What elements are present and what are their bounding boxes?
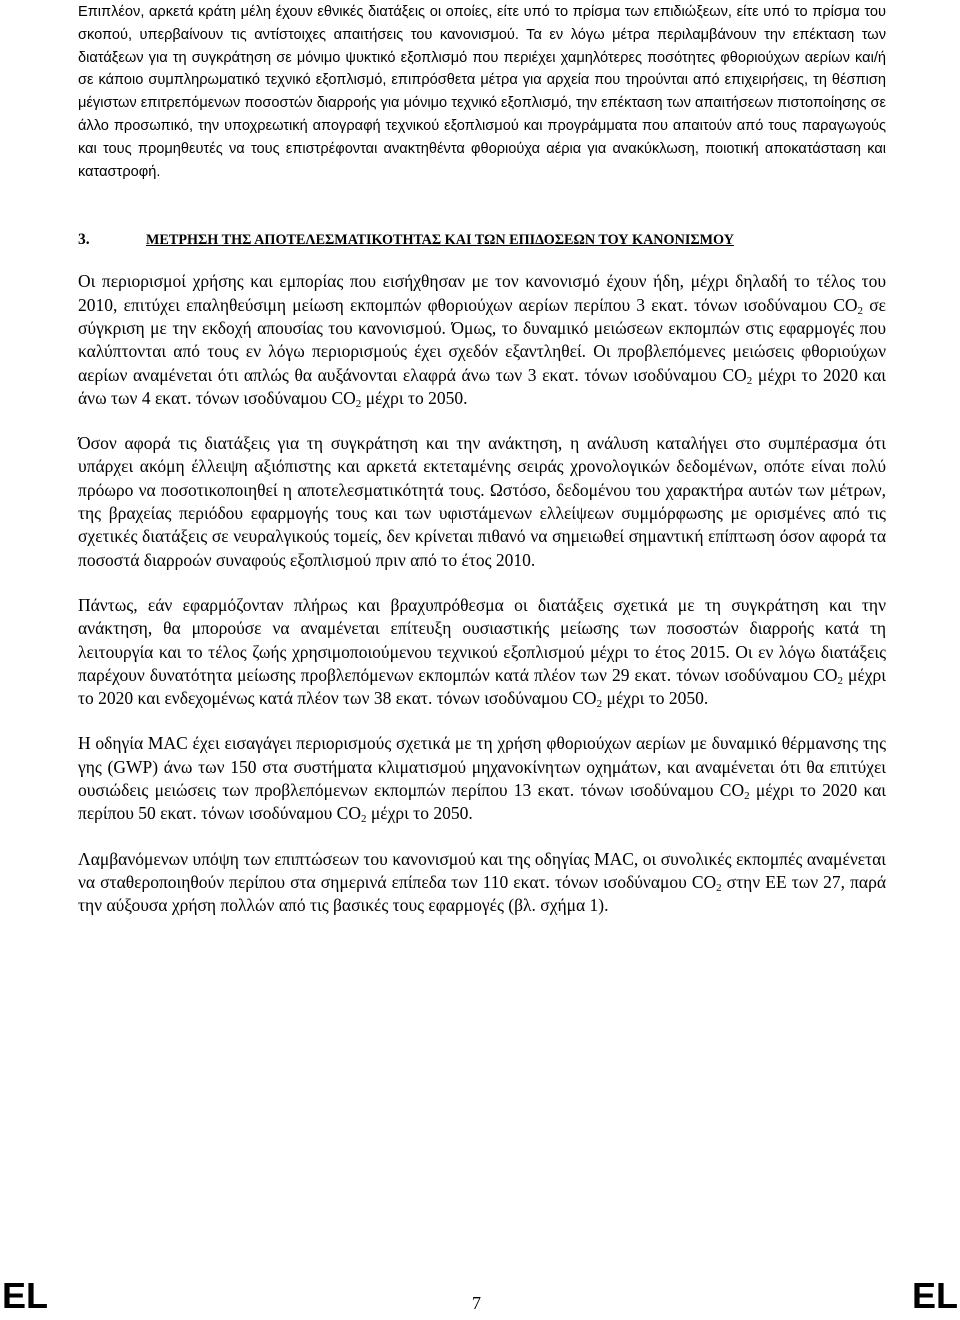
subscript: 2: [744, 790, 750, 803]
subscript: 2: [857, 304, 864, 317]
text-run: Πάντως, εάν εφαρμόζονταν πλήρως και βραχυπρόθεσμα οι διατάξεις σχετικά με τη συγκράτηση και την ανάκτηση, θα μπορούσε να αναμένεται επίτευξη ουσιαστικής μείωσης των ποσοστών διαρροής κατά τη λειτουργία και το τέλος ζωής χρησιμοποιούμενου τεχνικού εξοπλισμού μέχρι το έτος 2015. Οι εν λόγω διατάξεις παρέχουν δυνατότητα μείωσης προβλεπόμενων εκπομπών κατά πλέον των 29 εκατ. τόνων ισοδύναμου CO: [78, 594, 886, 685]
paragraph-mac-directive: [78, 732, 886, 825]
text-run: στην ΕΕ των 27, παρά την αύξουσα χρήση πολλών από τις βασικές τους εφαρμογές (βλ. σχήμα 1).: [78, 871, 886, 916]
document-page: [78, 0, 886, 918]
subscript: 2: [596, 698, 603, 711]
section-title: ΜΕΤΡΗΣΗ ΤΗΣ ΑΠΟΤΕΛΕΣΜΑΤΙΚΟΤΗΤΑΣ ΚΑΙ ΤΩΝ ΕΠΙΔΟΣΕΩΝ ΤΟΥ ΚΑΝΟΝΙΣΜΟΥ: [146, 232, 734, 249]
subscript: 2: [746, 374, 753, 387]
text-run: μέχρι το 2050.: [602, 688, 709, 709]
paragraph-recovery: [78, 594, 886, 710]
text-run: Λαμβανόμενων υπόψη των επιπτώσεων του κανονισμού και της οδηγίας MAC, οι συνολικές εκπομπές αναμένεται να σταθεροποιηθούν περίπου στα σημερινά επίπεδα των 110 εκατ. τόνων ισοδύναμου CO: [78, 848, 886, 892]
text-run: Οι περιορισμοί χρήσης και εμπορίας που εισήχθησαν με τον κανονισμό έχουν ήδη, μέχρι δηλαδή το τέλος του 2010, επιτύχει επαληθεύσιμη μείωση εκπομπών φθοριούχων αερίων περίπου 3 εκατ. τόνων ισοδύναμου CO: [78, 271, 886, 315]
subscript: 2: [360, 813, 367, 826]
text-run: μέχρι το 2020 και περίπου 50 εκατ. τόνων ισοδύναμου CO: [78, 780, 886, 824]
text-run: μέχρι το 2020 και άνω των 4 εκατ. τόνων ισοδύναμου CO: [78, 364, 886, 408]
text-run: μέχρι το 2050.: [366, 803, 473, 824]
text-run: σε σύγκριση με την εκδοχή απουσίας του κανονισμού. Όμως, το δυναμικό μειώσεων εκπομπών στις εφαρμογές που καλύπτονται από τους εν λόγω περιορισμούς έχει σχεδόν εξαντληθεί. Οι προβλεπόμενες μειώσεις φθοριούχων αερίων αναμένεται ότι απλώς θα αυξάνονται ελαφρά άνω των 3 εκατ. τόνων ισοδύναμου CO: [78, 294, 886, 385]
footer-language-left: EL: [2, 1275, 49, 1316]
subscript: 2: [355, 397, 362, 410]
page-number: 7: [472, 1293, 481, 1313]
section-heading: [78, 230, 886, 250]
subscript: 2: [837, 674, 843, 687]
subscript: 2: [716, 881, 722, 894]
paragraph-containment: Όσον αφορά τις διατάξεις για τη συγκράτηση και την ανάκτηση, η ανάλυση καταλήγει στο συμπέρασμα ότι υπάρχει ακόμη έλλειψη αξιόπιστης και αρκετά εκτεταμένης σειράς χρονολογικών δεδομένων, οπότε είναι πολύ πρόωρο να ποσοτικοποιηθεί η αποτελεσματικότητά τους. Ωστόσο, δεδομένου του χαρακτήρα αυτών των μέτρων, της βραχείας περιόδου εφαρμογής τους και των υφιστάμενων ελλείψεων συμμόρφωσης με ορισμένες από τις σχετικές διατάξεις σε νευραλγικούς τομείς, δεν κρίνεται πιθανό να σημειωθεί σημαντική επίπτωση όσον αφορά τα ποσοστά διαρροών συναφούς εξοπλισμού πριν από το έτος 2010.: [78, 433, 886, 570]
paragraph-intro: Επιπλέον, αρκετά κράτη μέλη έχουν εθνικές διατάξεις οι οποίες, είτε υπό το πρίσμα των επιδιώξεων, είτε υπό το πρίσμα του σκοπού, υπερβαίνουν τις αντίστοιχες απαιτήσεις του κανονισμού. Τα εν λόγω μέτρα περιλαμβάνουν την επέκταση των διατάξεων για τη συγκράτηση σε μόνιμο ψυκτικό εξοπλισμό που περιέχει χαμηλότερες ποσότητες φθοριούχων αερίων και/ή σε κάποιο συμπληρωματικό τεχνικό εξοπλισμό, επιπρόσθετα μέτρα για αρχεία που τηρούνται από επιχειρήσεις, τη θέσπιση μέγιστων επιτρεπόμενων ποσοστών διαρροής για μόνιμο τεχνικό εξοπλισμό, την επέκταση των απαιτήσεων πιστοποίησης σε άλλο προσωπικό, την υποχρεωτική απογραφή τεχνικού εξοπλισμού και προγράμματα που απαιτούν από τους παραγωγούς και τους προμηθευτές να τους επιστρέφονται ανακτηθέντα φθοριούχα αέρια για ανακύκλωση, ποιοτική αποκατάσταση και καταστροφή.: [78, 4, 886, 180]
footer-language-right: EL: [911, 1275, 958, 1316]
text-run: μέχρι το 2020 και ενδεχομένως κατά πλέον των 38 εκατ. τόνων ισοδύναμου CO: [78, 664, 886, 709]
text-run: μέχρι το 2050.: [361, 387, 468, 408]
paragraph-total-emissions: [78, 848, 886, 918]
section-number: 3.: [78, 231, 90, 249]
paragraph-restrictions: [78, 270, 886, 410]
text-run: Η οδηγία MAC έχει εισαγάγει περιορισμούς σχετικά με τη χρήση φθοριούχων αερίων με δυναμικό θέρμανσης της γης (GWP) άνω των 150 στα συστήματα κλιματισμού μηχανοκίνητων οχημάτων, και αναμένεται ότι θα επιτύχει ουσιώδεις μειώσεις των προβλεπόμενων εκπομπών περίπου 13 εκατ. τόνων ισοδύναμου CO: [78, 733, 886, 801]
